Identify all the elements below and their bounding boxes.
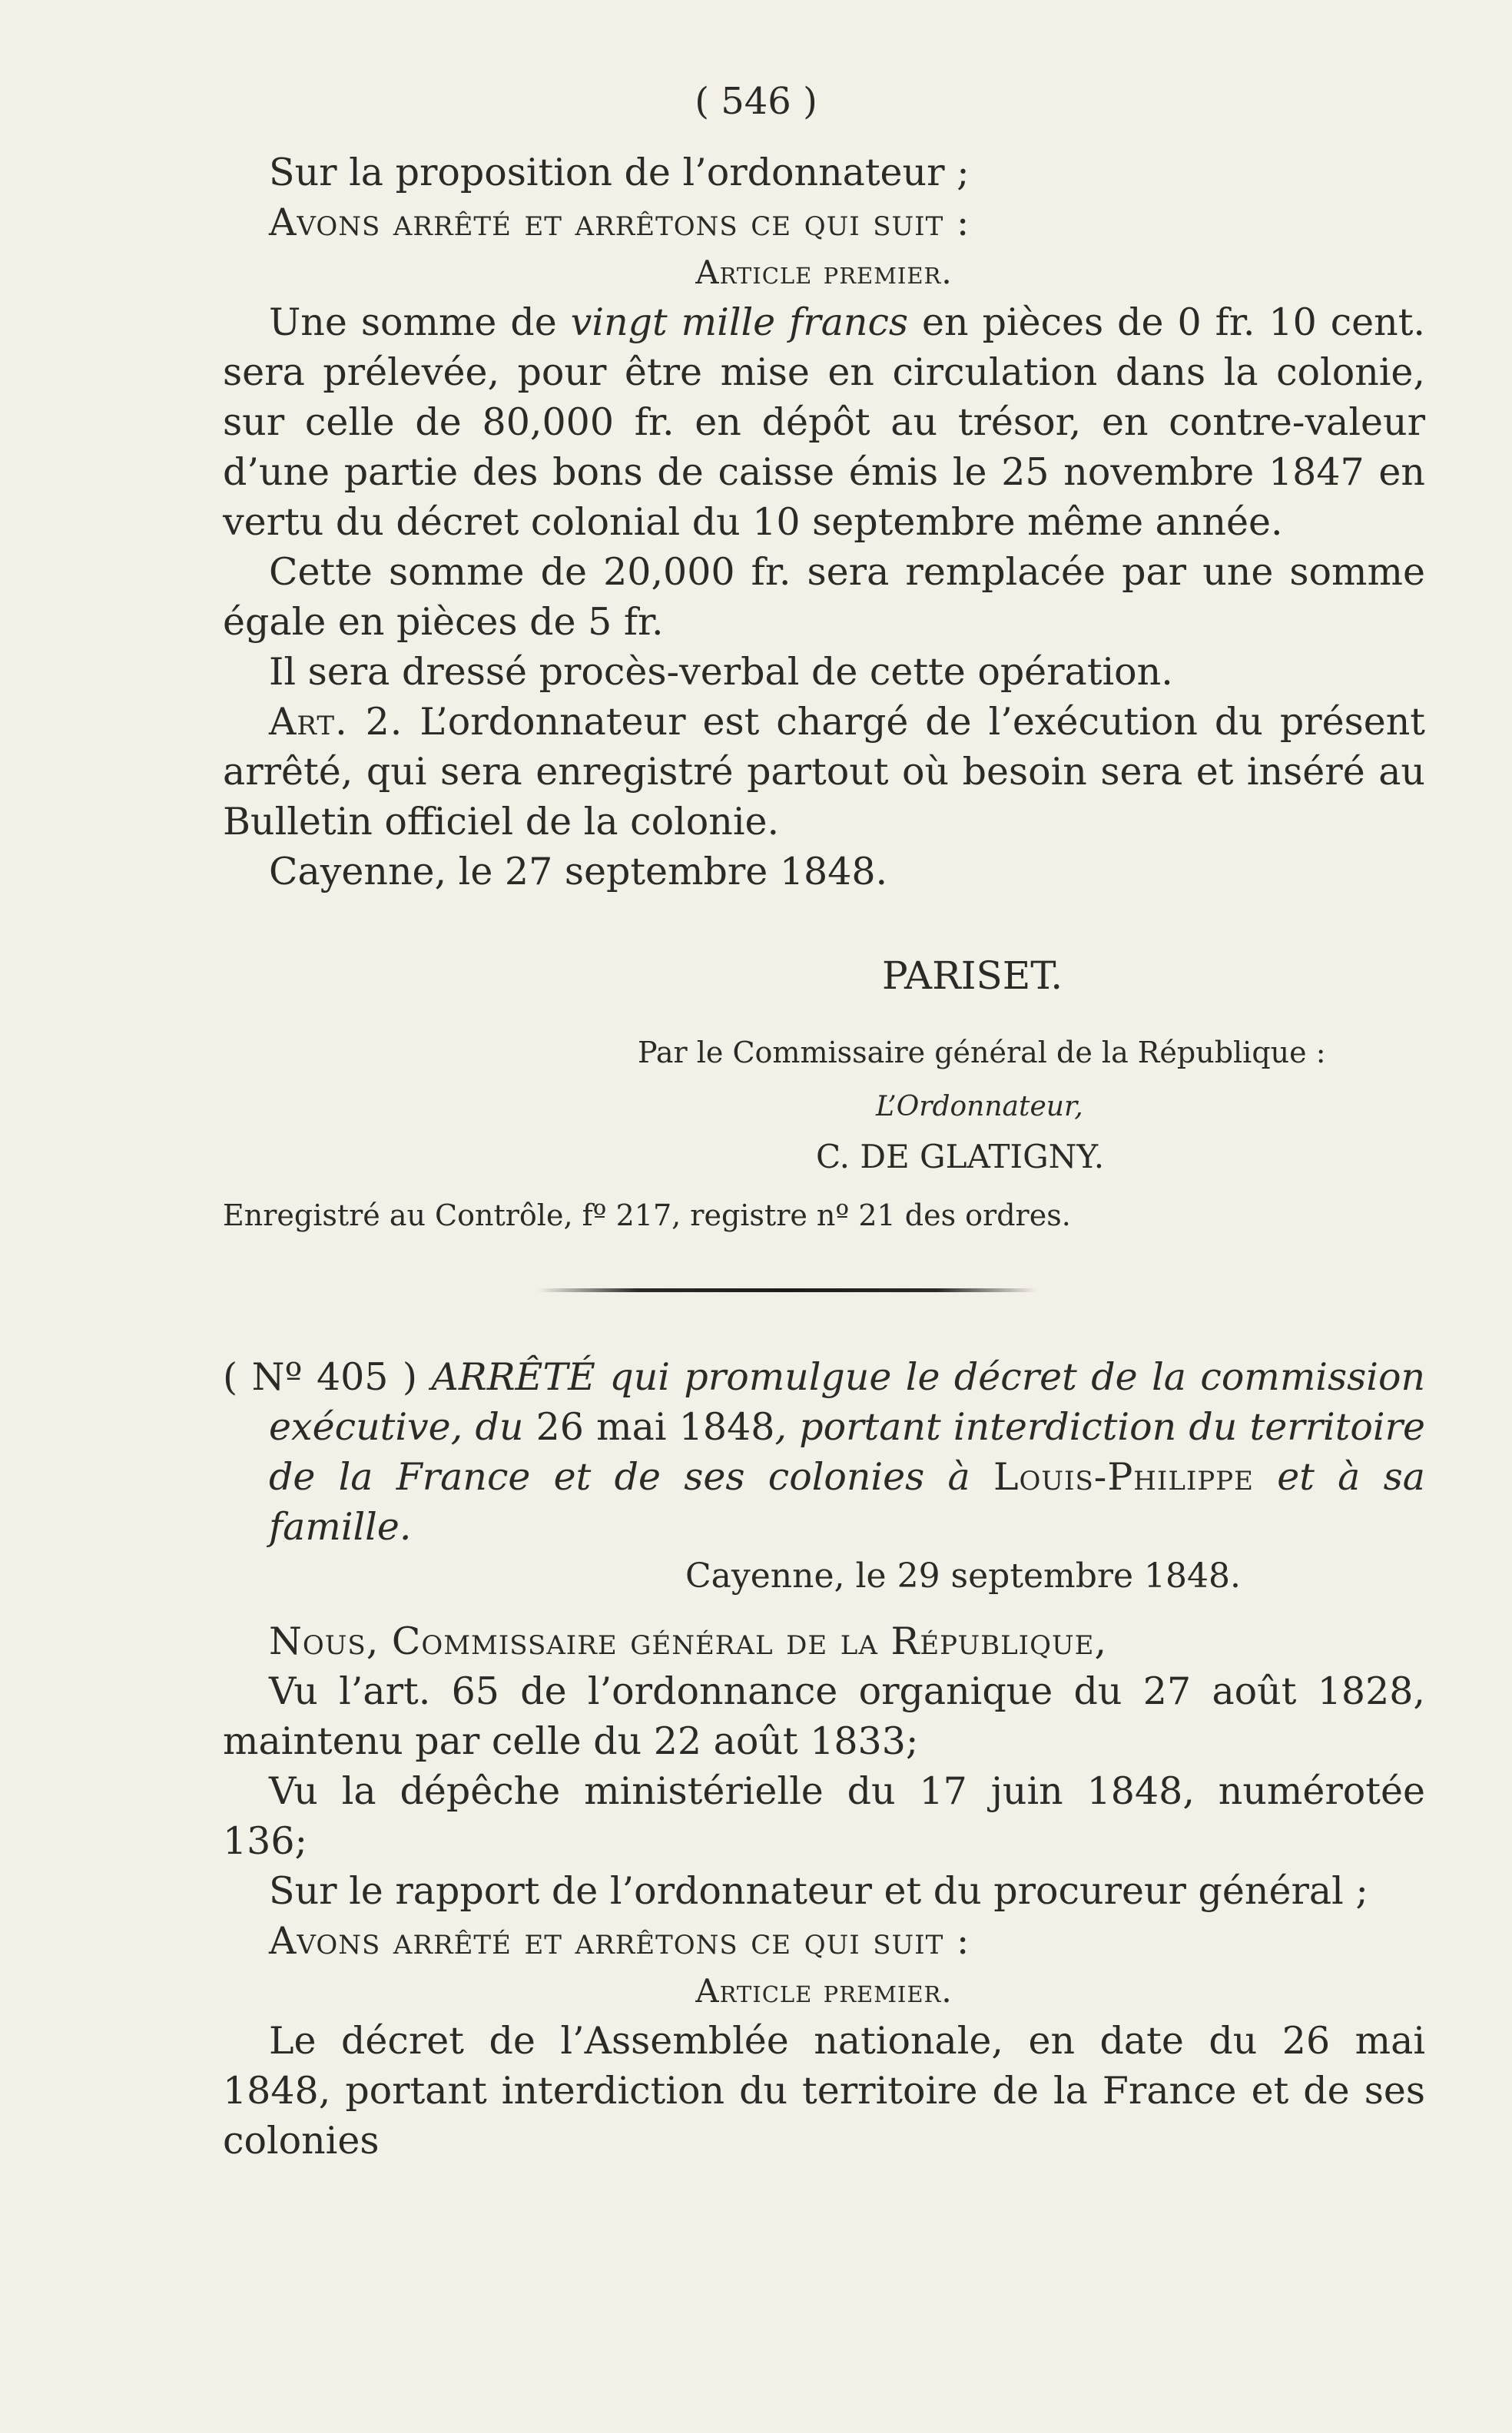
decree-number: ( Nº 405 ) (223, 1355, 418, 1399)
decree-2-title-part-1: ARRÊTÉ qui promulgue le décret de la commission exécutive, du (269, 1355, 1425, 1449)
article-premier-heading: Article premier. (695, 254, 953, 291)
article-2-text: L’ordonnateur est chargé de l’exécution du présent arrêté, qui sera enregistré partout où besoin sera et inséré au Bulletin officiel de la colonie. (223, 700, 1426, 844)
section-separator (538, 1288, 1037, 1292)
decree-1-section (223, 148, 1425, 897)
enregistre-line: Enregistré au Contrôle, fº 217, registre nº 21 des ordres. (223, 1198, 1071, 1232)
decree-2-title-part-3: et à sa famille. (269, 1455, 1425, 1549)
article-1-paragraph (223, 297, 1425, 547)
decree-2-title-date: 26 mai 1848 (536, 1405, 775, 1449)
decree-2-body (223, 1616, 1425, 2166)
article-2-paragraph (223, 697, 1425, 847)
remplacee-paragraph: Cette somme de 20,000 fr. sera remplacée par une somme égale en pièces de 5 fr. (223, 550, 1425, 644)
proposition-paragraph: Sur la proposition de l’ordonnateur ; (269, 151, 970, 194)
page-number: ( 546 ) (695, 80, 817, 123)
decree-2-title-name: Louis-Philippe (993, 1455, 1254, 1499)
par-le-commissaire: Par le Commissaire général de la République : (638, 1036, 1326, 1069)
article-1-rest: en pièces de 0 fr. 10 cent. sera prélevée, pour être mise en circulation dans la colonie, sur celle de 80,000 fr. en dépôt au trésor, en contre-valeur d’une partie des bons de caisse émis le 25 novembre 1847 en vertu du décret colonial du 10 septembre même année. (223, 300, 1425, 544)
article-1-start: Une somme de (269, 300, 571, 344)
vu-art-paragraph: Vu l’art. 65 de l’ordonnance organique du 27 août 1828, maintenu par celle du 22 août 1833; (223, 1669, 1425, 1763)
article-premier-heading-2: Article premier. (695, 1972, 953, 2010)
signer-name: PARISET. (882, 953, 1063, 998)
decree-2-article-1: Le décret de l’Assemblée nationale, en date du 26 mai 1848, portant interdiction du territoire de la France et de ses colonies (223, 2019, 1425, 2163)
article-2-label: Art. 2. (269, 700, 403, 744)
proces-verbal-paragraph: Il sera dressé procès-verbal de cette opération. (269, 650, 1173, 694)
avons-arrete-paragraph-2: Avons arrêté et arrêtons ce qui suit : (269, 1919, 970, 1963)
vu-depeche-paragraph: Vu la dépêche ministérielle du 17 juin 1848, numérotée 136; (223, 1769, 1425, 1863)
decree-2-title (223, 1352, 1425, 1552)
decree-2-place-date: Cayenne, le 29 septembre 1848. (685, 1556, 1241, 1596)
ordonnateur-title: L’Ordonnateur, (876, 1091, 1083, 1122)
countersigner-name: C. DE GLATIGNY. (816, 1138, 1105, 1175)
nous-paragraph: Nous, Commissaire général de la République, (269, 1619, 1108, 1663)
avons-arrete-paragraph: Avons arrêté et arrêtons ce qui suit : (269, 201, 970, 244)
article-1-amount: vingt mille francs (570, 300, 909, 344)
decree-2-title-part-2: , portant interdiction du territoire de la France et de ses colonies à (269, 1405, 1425, 1499)
decree-2-heading (223, 1352, 1425, 1552)
date-line: Cayenne, le 27 septembre 1848. (269, 850, 888, 893)
sur-rapport-paragraph: Sur le rapport de l’ordonnateur et du procureur général ; (269, 1869, 1368, 1913)
